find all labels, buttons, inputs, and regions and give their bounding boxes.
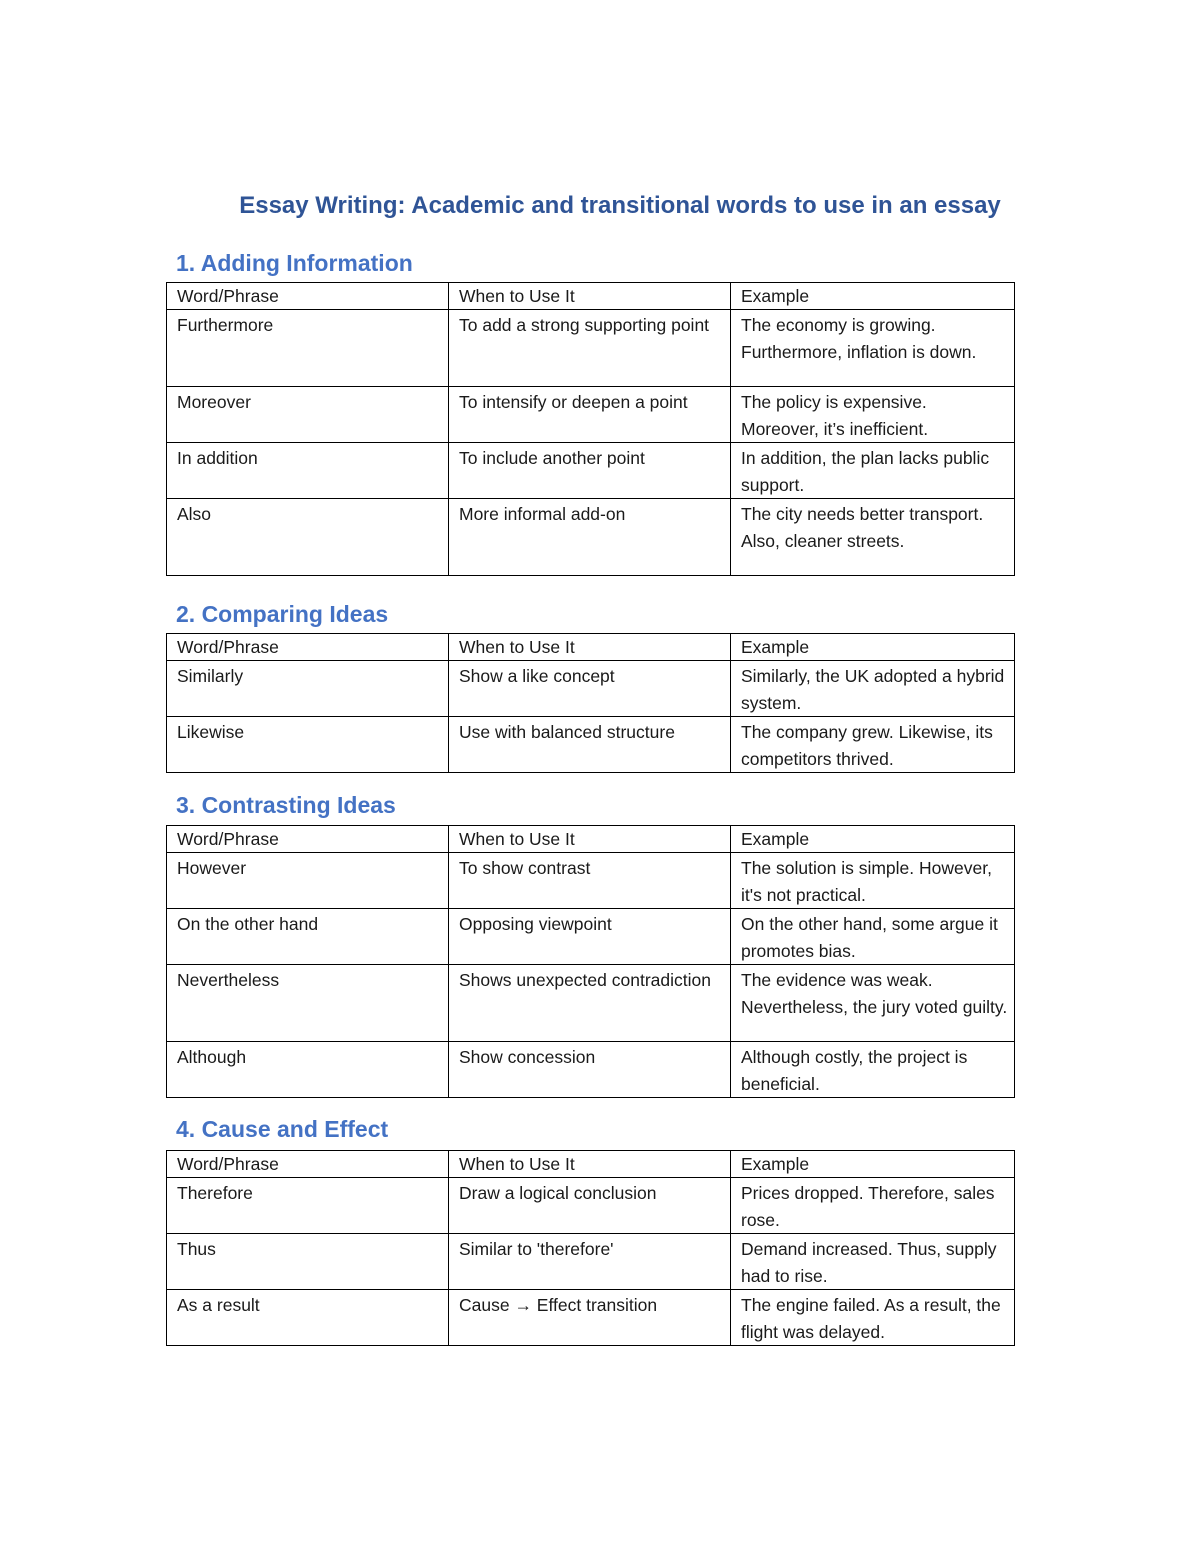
table-header-row	[167, 283, 1015, 310]
table-row	[167, 443, 1015, 499]
section-heading-contrasting-ideas: 3. Contrasting Ideas	[176, 792, 396, 818]
example-cell: Prices dropped. Therefore, sales rose.	[731, 1178, 1015, 1234]
table-row	[167, 853, 1015, 909]
column-header-when-to-use: When to Use It	[449, 826, 731, 853]
section-heading-adding-information: 1. Adding Information	[176, 250, 413, 276]
example-cell: In addition, the plan lacks public support.	[731, 443, 1015, 499]
document-title: Essay Writing: Academic and transitional words to use in an essay	[239, 192, 1001, 219]
word-phrase-cell: Similarly	[167, 661, 449, 717]
word-phrase-cell: Moreover	[167, 387, 449, 443]
table-row	[167, 965, 1015, 1042]
when-to-use-cell: Draw a logical conclusion	[449, 1178, 731, 1234]
table-header-row	[167, 634, 1015, 661]
table-row	[167, 387, 1015, 443]
when-to-use-cell: Show a like concept	[449, 661, 731, 717]
word-phrase-cell: Furthermore	[167, 310, 449, 387]
word-phrase-cell: Likewise	[167, 717, 449, 773]
table-row	[167, 499, 1015, 576]
when-to-use-cell: To show contrast	[449, 853, 731, 909]
column-header-example: Example	[731, 283, 1015, 310]
column-header-example: Example	[731, 826, 1015, 853]
example-cell: The solution is simple. However, it's not practical.	[731, 853, 1015, 909]
when-to-use-cell: To intensify or deepen a point	[449, 387, 731, 443]
example-cell: Although costly, the project is beneficial.	[731, 1042, 1015, 1098]
table-row	[167, 1234, 1015, 1290]
column-header-word-phrase: Word/Phrase	[167, 1151, 449, 1178]
column-header-word-phrase: Word/Phrase	[167, 283, 449, 310]
table-header-row	[167, 826, 1015, 853]
word-phrase-cell: On the other hand	[167, 909, 449, 965]
table-header-row	[167, 1151, 1015, 1178]
table-row	[167, 1178, 1015, 1234]
table-row	[167, 1042, 1015, 1098]
table-adding-information	[166, 282, 1015, 576]
table-row	[167, 661, 1015, 717]
when-to-use-cell: Cause → Effect transition	[449, 1290, 731, 1346]
example-cell: The evidence was weak. Nevertheless, the jury voted guilty.	[731, 965, 1015, 1042]
when-to-use-cell: To include another point	[449, 443, 731, 499]
example-cell: Demand increased. Thus, supply had to rise.	[731, 1234, 1015, 1290]
example-cell: The city needs better transport. Also, cleaner streets.	[731, 499, 1015, 576]
table-row	[167, 1290, 1015, 1346]
when-to-use-cell: Shows unexpected contradiction	[449, 965, 731, 1042]
example-cell: The policy is expensive. Moreover, it’s inefficient.	[731, 387, 1015, 443]
word-phrase-cell: As a result	[167, 1290, 449, 1346]
table-row	[167, 310, 1015, 387]
when-to-use-cell: Show concession	[449, 1042, 731, 1098]
column-header-example: Example	[731, 634, 1015, 661]
word-phrase-cell: However	[167, 853, 449, 909]
table-comparing-ideas	[166, 633, 1015, 773]
table-cause-and-effect	[166, 1150, 1015, 1346]
example-cell: The economy is growing. Furthermore, inflation is down.	[731, 310, 1015, 387]
word-phrase-cell: Nevertheless	[167, 965, 449, 1042]
when-to-use-cell: Use with balanced structure	[449, 717, 731, 773]
table-row	[167, 717, 1015, 773]
column-header-word-phrase: Word/Phrase	[167, 634, 449, 661]
section-heading-comparing-ideas: 2. Comparing Ideas	[176, 601, 389, 627]
example-cell: Similarly, the UK adopted a hybrid system.	[731, 661, 1015, 717]
when-to-use-cell: To add a strong supporting point	[449, 310, 731, 387]
when-to-use-cell: Similar to 'therefore'	[449, 1234, 731, 1290]
column-header-when-to-use: When to Use It	[449, 634, 731, 661]
table-row	[167, 909, 1015, 965]
example-cell: The engine failed. As a result, the flight was delayed.	[731, 1290, 1015, 1346]
word-phrase-cell: In addition	[167, 443, 449, 499]
example-cell: On the other hand, some argue it promotes bias.	[731, 909, 1015, 965]
word-phrase-cell: Therefore	[167, 1178, 449, 1234]
section-heading-cause-and-effect: 4. Cause and Effect	[176, 1116, 389, 1142]
word-phrase-cell: Also	[167, 499, 449, 576]
column-header-when-to-use: When to Use It	[449, 1151, 731, 1178]
table-contrasting-ideas	[166, 825, 1015, 1098]
when-to-use-cell: Opposing viewpoint	[449, 909, 731, 965]
word-phrase-cell: Thus	[167, 1234, 449, 1290]
when-to-use-cell: More informal add-on	[449, 499, 731, 576]
column-header-example: Example	[731, 1151, 1015, 1178]
example-cell: The company grew. Likewise, its competitors thrived.	[731, 717, 1015, 773]
column-header-when-to-use: When to Use It	[449, 283, 731, 310]
column-header-word-phrase: Word/Phrase	[167, 826, 449, 853]
word-phrase-cell: Although	[167, 1042, 449, 1098]
